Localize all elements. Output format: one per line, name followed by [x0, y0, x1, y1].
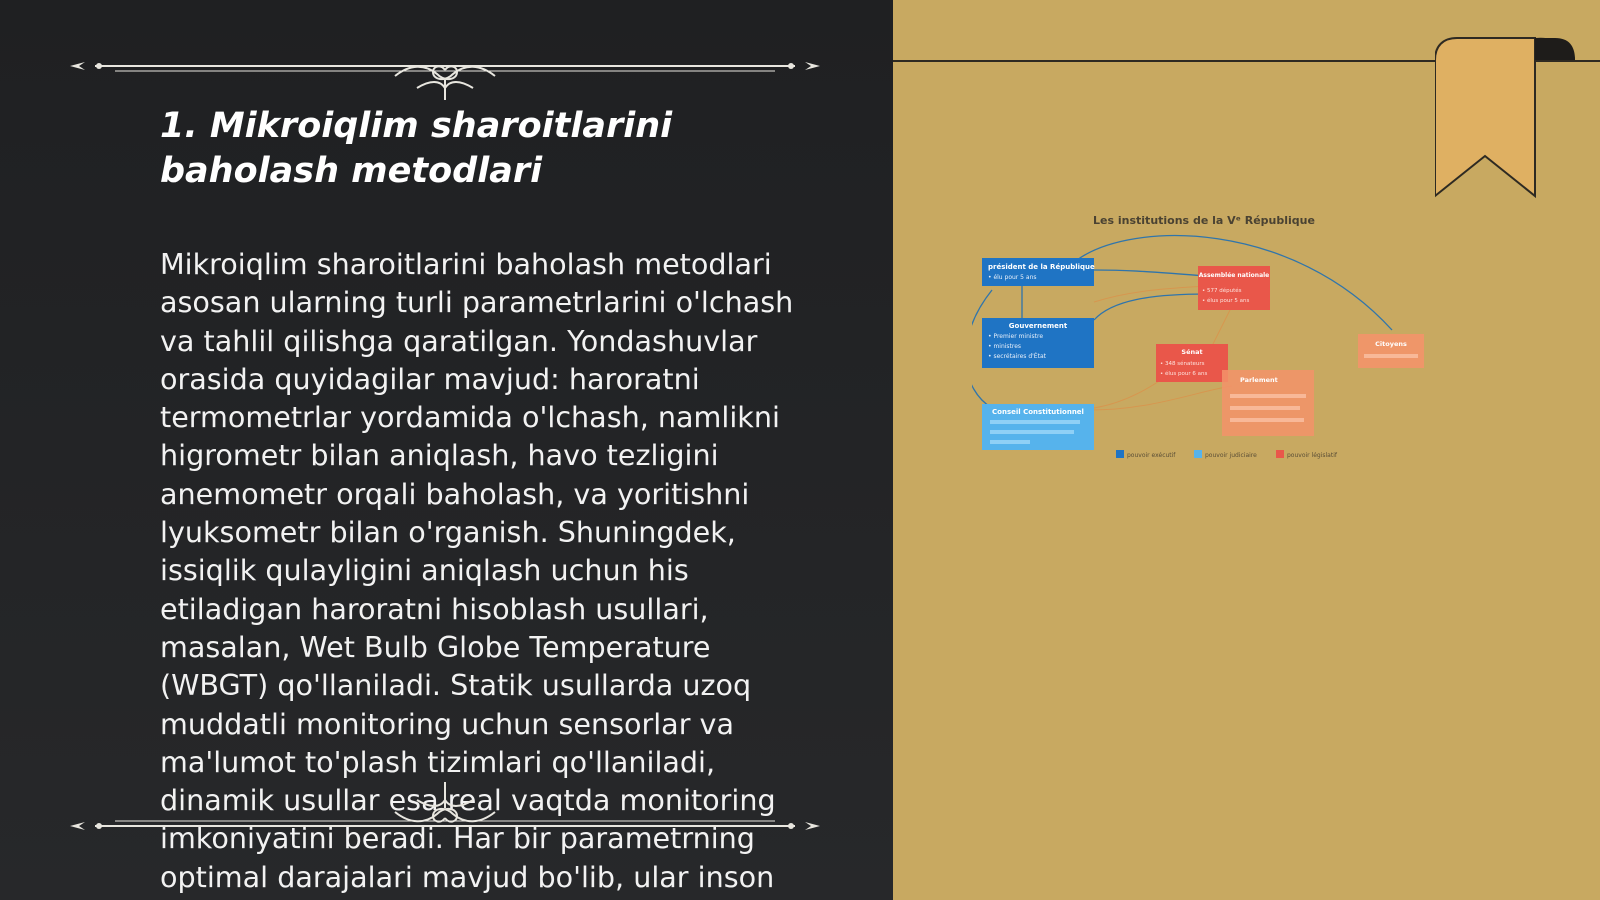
box-senat: [1156, 344, 1228, 382]
box-assemblee-title: Assemblée nationale: [1198, 272, 1270, 279]
box-conseil: [982, 404, 1094, 450]
box-gouvernement-line2: • ministres: [988, 343, 1022, 350]
box-senat-title: Sénat: [1181, 348, 1203, 356]
bottom-ornament-divider: [65, 782, 825, 842]
box-assemblee-line2: • élus pour 5 ans: [1202, 298, 1250, 304]
institutions-diagram-image: [972, 210, 1432, 480]
box-president: [982, 258, 1095, 286]
diagram-legend: [1116, 450, 1338, 459]
box-senat-line1: • 348 sénateurs: [1160, 361, 1205, 367]
box-citoyens-title: Citoyens: [1375, 340, 1407, 348]
legend-exec: pouvoir exécutif: [1127, 452, 1176, 459]
legend-legis: pouvoir législatif: [1287, 452, 1337, 459]
box-gouvernement-line3: • secrétaires d'État: [988, 353, 1046, 360]
box-gouvernement-line1: • Premier ministre: [988, 333, 1044, 340]
bookmark-ribbon-icon: [1435, 36, 1585, 206]
box-citoyens: [1358, 334, 1424, 368]
legend-judic: pouvoir judiciaire: [1205, 452, 1257, 459]
top-ornament-divider: [65, 40, 825, 100]
slide-title: 1. Mikroiqlim sharoitlarini baholash metodlari: [160, 106, 673, 191]
box-senat-line2: • élus pour 6 ans: [1160, 371, 1208, 377]
box-parlement-title: Parlement: [1240, 376, 1278, 384]
box-parlement: [1222, 370, 1314, 436]
slide-body-text: Mikroiqlim sharoitlarini baholash metodlari asosan ularning turli parametrlarini o'lchash va tahlil qilishga qaratilgan. Yondashuvlar orasida quyidagilar mavjud: haroratni termometrlar yordamida o'lchash, namlikni higrometr bilan aniqlash, havo tezligini anemometr orqali baholash, va yoritishni lyuksometr bilan o'rganish. Shuningdek, issiqlik qulayligini aniqlash uchun his etiladigan haroratni hisoblash usullari, masalan, Wet Bulb Globe Temperature (WBGT) qo'llaniladi. Statik usullarda uzoq muddatli monitoring uchun sensorlar va ma'lumot to'plash tizimlari qo'llaniladi, dinamik usullar esa real vaqtda monitoring imkoniyatini beradi. Har bir parametrning optimal darajalari mavjud bo'lib, ular inson: [160, 247, 794, 894]
box-president-title: président de la République: [988, 263, 1095, 271]
box-assemblee: [1198, 266, 1270, 310]
box-assemblee-line1: • 577 députés: [1202, 288, 1242, 294]
diagram-title: Les institutions de la Vᵉ République: [1093, 214, 1315, 227]
box-president-line1: • élu pour 5 ans: [988, 274, 1037, 281]
box-gouvernement-title: Gouvernement: [1008, 322, 1068, 330]
box-conseil-title: Conseil Constitutionnel: [992, 408, 1084, 416]
box-gouvernement: [982, 318, 1094, 368]
